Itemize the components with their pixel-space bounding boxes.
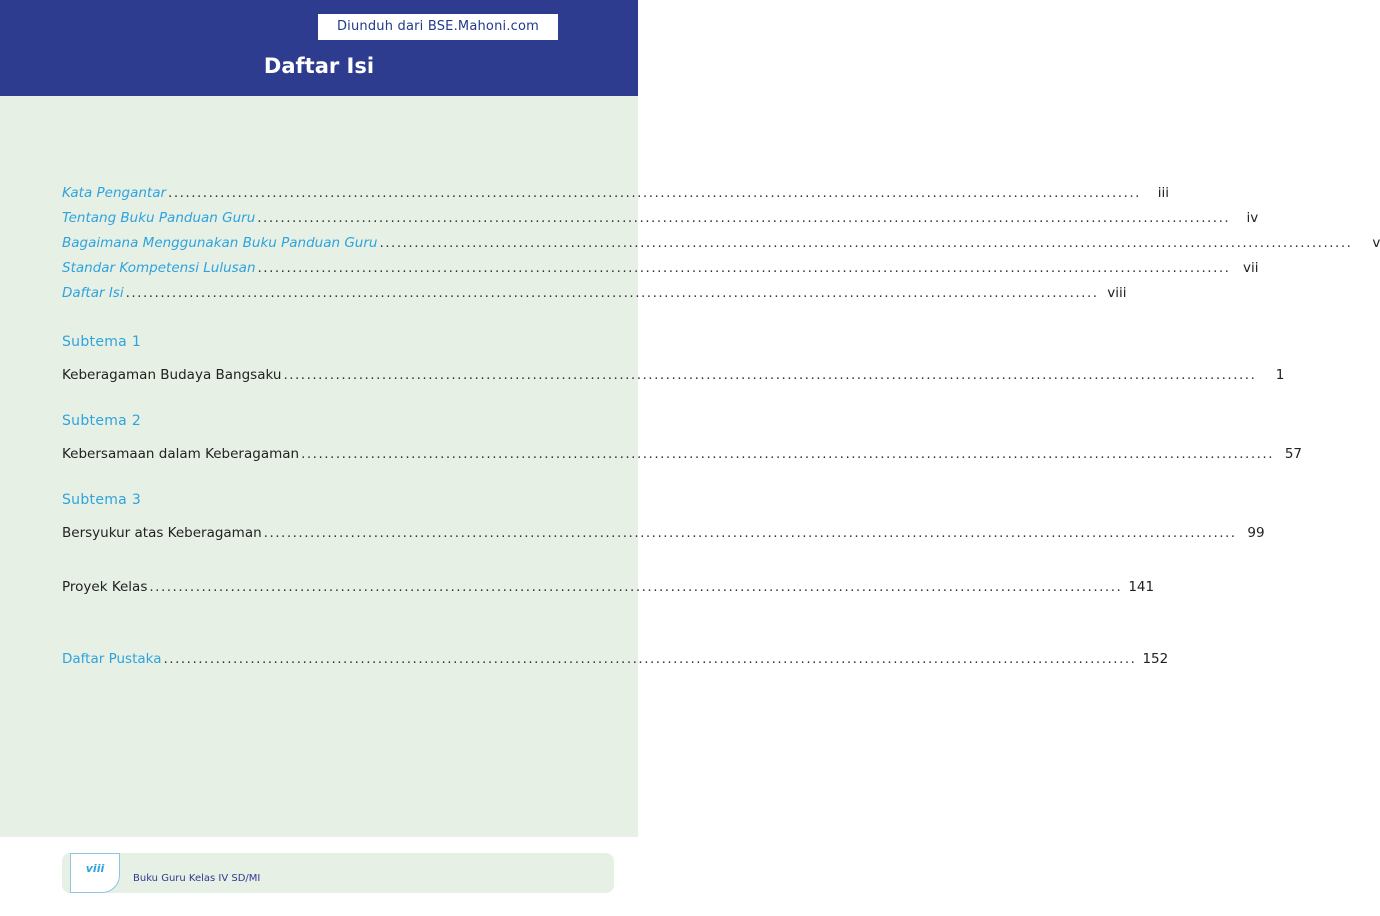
- toc-entry-label: Proyek Kelas: [62, 579, 148, 595]
- toc-entry-page: iv: [1246, 210, 1259, 226]
- toc-entry-page: iii: [1157, 185, 1169, 201]
- footer-book-title: Buku Guru Kelas IV SD/MI: [133, 873, 261, 884]
- dot-leader: ........................................................................................................................................................................: [257, 260, 1231, 276]
- toc-entry-label: Tentang Buku Panduan Guru: [62, 210, 256, 226]
- toc-entry-page: 1: [1275, 367, 1285, 383]
- toc-entry-label: Bersyukur atas Keberagaman: [62, 525, 262, 541]
- toc-entry-label: Bagaimana Menggunakan Buku Panduan Guru: [62, 235, 378, 251]
- dot-leader: ........................................................................................................................................................................: [163, 651, 1137, 667]
- toc-entry-label: Standar Kompetensi Lulusan: [62, 260, 256, 276]
- dot-leader: ........................................................................................................................................................................: [149, 579, 1123, 595]
- toc-entry-page: 99: [1247, 525, 1265, 541]
- toc-entry-daftar-isi[interactable]: [62, 280, 1127, 302]
- toc-entry-page: 152: [1142, 651, 1169, 667]
- toc-entry-kata-pengantar[interactable]: [62, 180, 1169, 202]
- watermark-label: Diunduh dari BSE.Mahoni.com: [318, 14, 558, 40]
- toc-entry-page: 141: [1128, 579, 1155, 595]
- toc-entry-subtema-3[interactable]: [62, 520, 1265, 542]
- toc-entry-subtema-1[interactable]: [62, 362, 1285, 384]
- subtema-2-heading: Subtema 2: [62, 413, 142, 429]
- toc-entry-label: Daftar Isi: [62, 285, 124, 301]
- dot-leader: ........................................................................................................................................................................: [263, 525, 1237, 541]
- toc-entry-subtema-2[interactable]: [62, 441, 1303, 463]
- page-title: Daftar Isi: [263, 54, 375, 78]
- subtema-3-heading: Subtema 3: [62, 492, 142, 508]
- toc-entry-standar[interactable]: [62, 255, 1259, 277]
- toc-entry-proyek-kelas[interactable]: [62, 574, 1155, 596]
- toc-entry-label: Keberagaman Budaya Bangsaku: [62, 367, 282, 383]
- dot-leader: ........................................................................................................................................................................: [257, 210, 1231, 226]
- toc-entry-page: v: [1372, 235, 1380, 251]
- toc-entry-label: Kebersamaan dalam Keberagaman: [62, 446, 300, 462]
- toc-entry-page: 57: [1284, 446, 1303, 462]
- toc-entry-label: Kata Pengantar: [62, 185, 167, 201]
- dot-leader: ........................................................................................................................................................................: [379, 235, 1353, 251]
- toc-entry-page: viii: [1107, 285, 1127, 301]
- toc-entry-daftar-pustaka[interactable]: [62, 646, 1169, 668]
- dot-leader: ........................................................................................................................................................................: [168, 185, 1141, 201]
- dot-leader: ........................................................................................................................................................................: [283, 367, 1257, 383]
- subtema-1-heading: Subtema 1: [62, 334, 142, 350]
- dot-leader: ........................................................................................................................................................................: [301, 446, 1275, 462]
- toc-entry-page: vii: [1242, 260, 1259, 276]
- toc-entry-bagaimana[interactable]: [62, 230, 1380, 252]
- toc-entry-label: Daftar Pustaka: [62, 651, 162, 667]
- toc-entry-tentang-buku[interactable]: [62, 205, 1259, 227]
- footer-page-number: viii: [70, 853, 120, 893]
- dot-leader: ........................................................................................................................................................................: [125, 285, 1099, 301]
